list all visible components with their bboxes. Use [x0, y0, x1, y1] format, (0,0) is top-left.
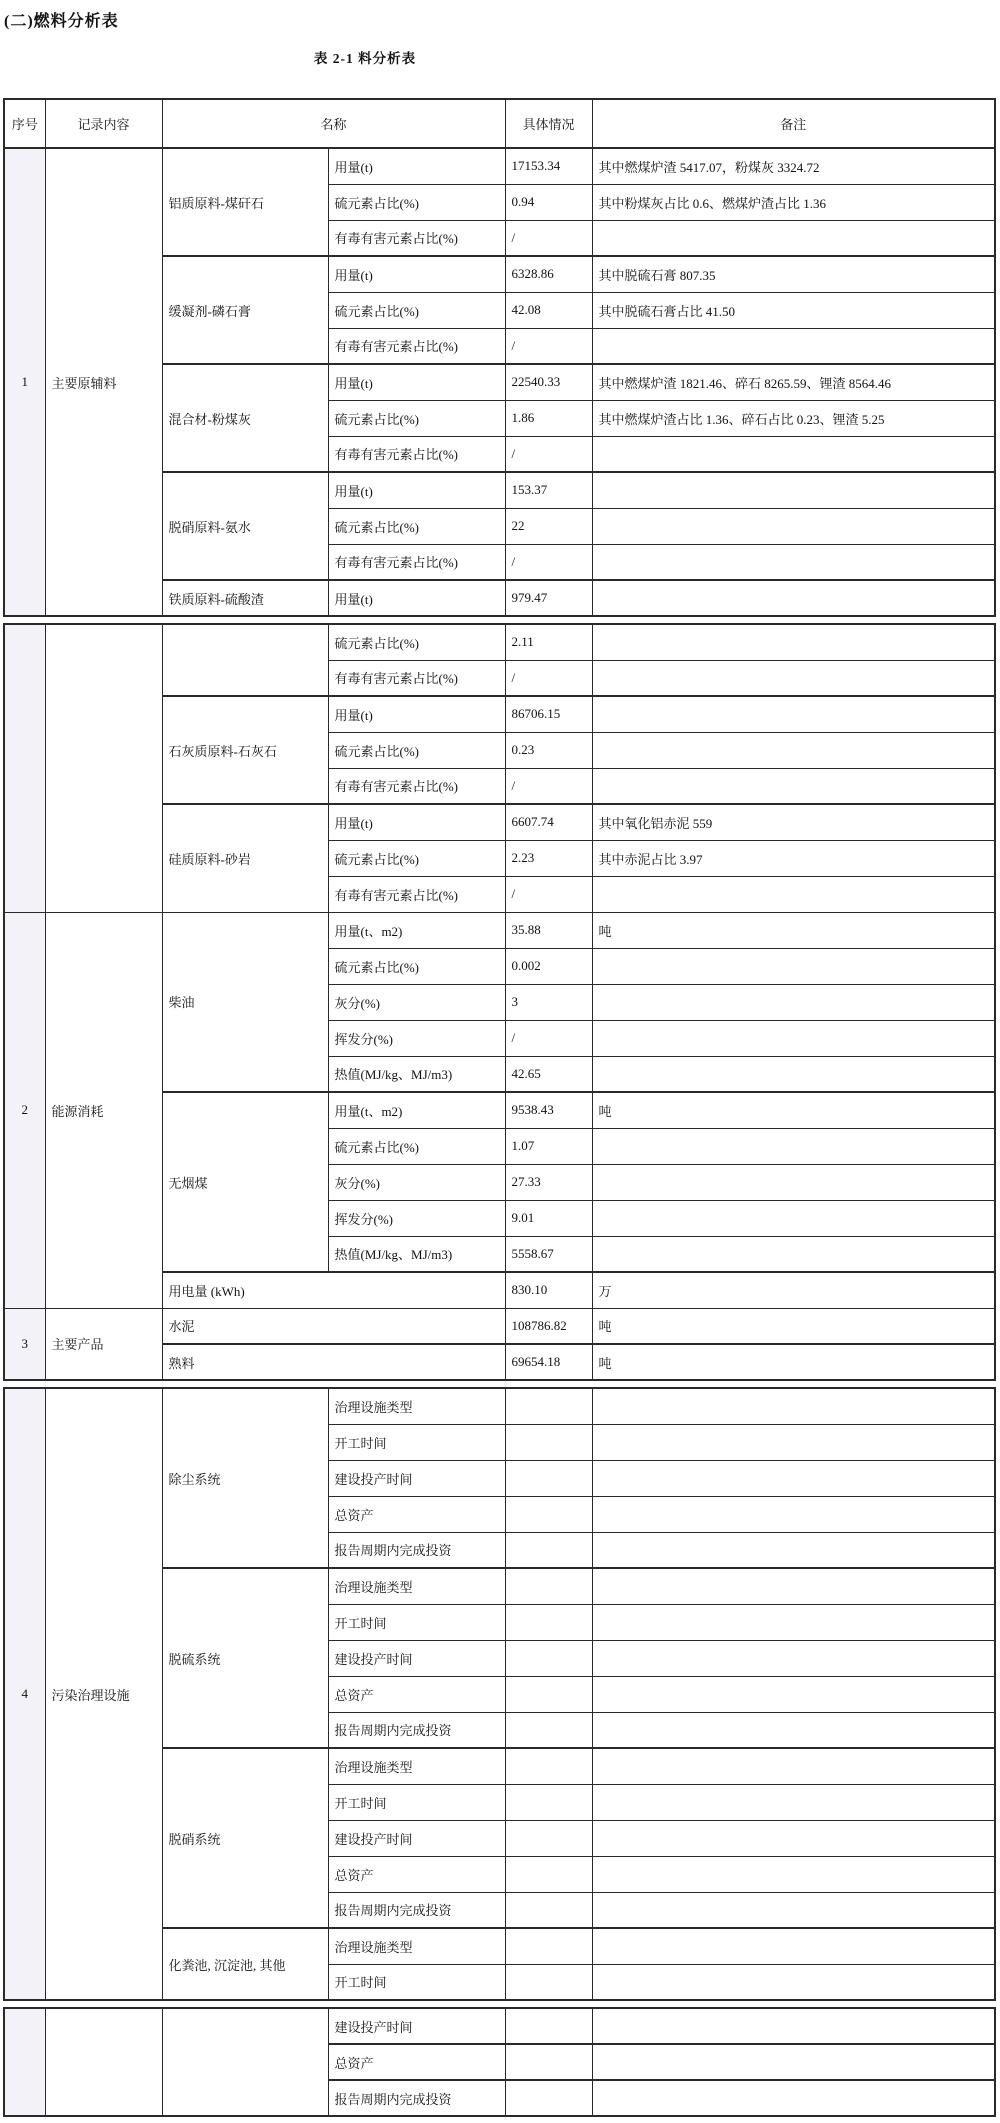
cell-remark: [592, 328, 995, 364]
cell-remark: 其中燃煤炉渣 5417.07，粉煤灰 3324.72: [592, 148, 995, 184]
cell-item-label: 有毒有害元素占比(%): [328, 544, 505, 580]
cell-detail-value: /: [505, 544, 592, 580]
cell-detail-value: [505, 1748, 592, 1784]
analysis-table-block: [3, 1387, 996, 2001]
cell-detail-value: [505, 1496, 592, 1532]
cell-category: 能源消耗: [45, 912, 162, 1308]
cell-detail-value: 6328.86: [505, 256, 592, 292]
cell-category: [45, 2008, 162, 2116]
header-name: 名称: [162, 99, 505, 148]
cell-item-label: 总资产: [328, 1496, 505, 1532]
cell-group-name: 脱硝系统: [162, 1748, 328, 1928]
cell-serial: [4, 2008, 45, 2116]
cell-detail-value: 86706.15: [505, 696, 592, 732]
cell-item-label: 报告周期内完成投资: [328, 1712, 505, 1748]
cell-remark: [592, 696, 995, 732]
cell-remark: [592, 1056, 995, 1092]
cell-item-label: 治理设施类型: [328, 1928, 505, 1964]
cell-group-name: [162, 624, 328, 696]
cell-item-label: 硫元素占比(%): [328, 840, 505, 876]
cell-detail-value: 42.08: [505, 292, 592, 328]
table-row: [4, 1308, 995, 1344]
cell-item-label: 用量(t): [328, 256, 505, 292]
table-row: [4, 624, 995, 660]
cell-remark: [592, 2080, 995, 2116]
cell-item-label: 建设投产时间: [328, 1640, 505, 1676]
cell-remark: [592, 1856, 995, 1892]
cell-remark: [592, 1128, 995, 1164]
cell-remark: 其中燃煤炉渣占比 1.36、碎石占比 0.23、锂渣 5.25: [592, 400, 995, 436]
cell-remark: 其中脱硫石膏占比 41.50: [592, 292, 995, 328]
cell-detail-value: 22540.33: [505, 364, 592, 400]
cell-detail-value: /: [505, 660, 592, 696]
cell-detail-value: [505, 1964, 592, 2000]
cell-item-label: 有毒有害元素占比(%): [328, 328, 505, 364]
cell-group-name: 化粪池, 沉淀池, 其他: [162, 1928, 328, 2000]
cell-group-name: 铁质原料-硫酸渣: [162, 580, 328, 616]
cell-detail-value: 3: [505, 984, 592, 1020]
cell-remark: [592, 1604, 995, 1640]
cell-item-label: 用量(t): [328, 696, 505, 732]
cell-group-name: 铝质原料-煤矸石: [162, 148, 328, 256]
cell-remark: [592, 1640, 995, 1676]
cell-item-label: 治理设施类型: [328, 1568, 505, 1604]
cell-item-label: 热值(MJ/kg、MJ/m3): [328, 1056, 505, 1092]
cell-detail-value: /: [505, 768, 592, 804]
cell-item-label: 治理设施类型: [328, 1748, 505, 1784]
cell-serial: 2: [4, 912, 45, 1308]
cell-name-merged: 用电量 (kWh): [162, 1272, 505, 1308]
cell-serial: 1: [4, 148, 45, 616]
cell-item-label: 报告周期内完成投资: [328, 2080, 505, 2116]
cell-item-label: 灰分(%): [328, 1164, 505, 1200]
cell-item-label: 有毒有害元素占比(%): [328, 768, 505, 804]
cell-item-label: 有毒有害元素占比(%): [328, 876, 505, 912]
cell-remark: [592, 768, 995, 804]
header-record-content: 记录内容: [45, 99, 162, 148]
section-heading: (二)燃料分析表: [4, 13, 119, 30]
cell-remark: 吨: [592, 1092, 995, 1128]
cell-item-label: 硫元素占比(%): [328, 948, 505, 984]
cell-remark: [592, 1964, 995, 2000]
cell-remark: [592, 508, 995, 544]
cell-serial: [4, 624, 45, 912]
cell-detail-value: 0.23: [505, 732, 592, 768]
cell-detail-value: [505, 1424, 592, 1460]
table-caption: 表 2-1 料分析表: [313, 51, 417, 66]
analysis-table: [3, 98, 1000, 2117]
cell-group-name: 脱硫系统: [162, 1568, 328, 1748]
cell-remark: 吨: [592, 1308, 995, 1344]
cell-detail-value: 9538.43: [505, 1092, 592, 1128]
cell-detail-value: [505, 1568, 592, 1604]
cell-detail-value: /: [505, 876, 592, 912]
cell-remark: [592, 1892, 995, 1928]
cell-item-label: 有毒有害元素占比(%): [328, 436, 505, 472]
cell-remark: [592, 948, 995, 984]
cell-item-label: 开工时间: [328, 1424, 505, 1460]
cell-detail-value: 1.86: [505, 400, 592, 436]
cell-remark: 吨: [592, 912, 995, 948]
cell-remark: 其中粉煤灰占比 0.6、燃煤炉渣占比 1.36: [592, 184, 995, 220]
cell-detail-value: 5558.67: [505, 1236, 592, 1272]
cell-remark: [592, 544, 995, 580]
cell-detail-value: 42.65: [505, 1056, 592, 1092]
cell-remark: 其中赤泥占比 3.97: [592, 840, 995, 876]
cell-remark: [592, 1928, 995, 1964]
cell-detail-value: [505, 2044, 592, 2080]
cell-group-name: 缓凝剂-磷石膏: [162, 256, 328, 364]
cell-detail-value: 2.11: [505, 624, 592, 660]
analysis-table-block: [3, 623, 996, 1381]
cell-detail-value: 979.47: [505, 580, 592, 616]
cell-detail-value: 0.94: [505, 184, 592, 220]
cell-remark: [592, 1712, 995, 1748]
cell-category: 主要产品: [45, 1308, 162, 1380]
cell-serial: 3: [4, 1308, 45, 1380]
cell-remark: [592, 732, 995, 768]
cell-detail-value: [505, 1460, 592, 1496]
cell-item-label: 有毒有害元素占比(%): [328, 660, 505, 696]
cell-item-label: 硫元素占比(%): [328, 732, 505, 768]
cell-detail-value: [505, 1928, 592, 1964]
table-row: [4, 912, 995, 948]
cell-remark: [592, 1460, 995, 1496]
cell-remark: [592, 1424, 995, 1460]
cell-item-label: 总资产: [328, 1676, 505, 1712]
cell-item-label: 硫元素占比(%): [328, 508, 505, 544]
cell-item-label: 硫元素占比(%): [328, 184, 505, 220]
cell-item-label: 报告周期内完成投资: [328, 1532, 505, 1568]
cell-remark: [592, 1236, 995, 1272]
cell-detail-value: 0.002: [505, 948, 592, 984]
cell-remark: [592, 984, 995, 1020]
cell-detail-value: [505, 1640, 592, 1676]
cell-remark: 吨: [592, 1344, 995, 1380]
cell-detail-value: 153.37: [505, 472, 592, 508]
cell-group-name: 石灰质原料-石灰石: [162, 696, 328, 804]
cell-detail-value: [505, 1892, 592, 1928]
cell-detail-value: 2.23: [505, 840, 592, 876]
cell-detail-value: [505, 2008, 592, 2044]
table-row: [4, 148, 995, 184]
cell-item-label: 报告周期内完成投资: [328, 1892, 505, 1928]
cell-remark: [592, 1568, 995, 1604]
analysis-table-block: [3, 98, 996, 617]
cell-item-label: 治理设施类型: [328, 1388, 505, 1424]
cell-detail-value: [505, 1784, 592, 1820]
cell-detail-value: /: [505, 328, 592, 364]
cell-item-label: 建设投产时间: [328, 1820, 505, 1856]
cell-remark: 其中脱硫石膏 807.35: [592, 256, 995, 292]
table-header-row: [4, 99, 995, 148]
cell-item-label: 挥发分(%): [328, 1200, 505, 1236]
cell-item-label: 灰分(%): [328, 984, 505, 1020]
cell-item-label: 硫元素占比(%): [328, 1128, 505, 1164]
cell-item-label: 用量(t、m2): [328, 1092, 505, 1128]
cell-category: 主要原辅料: [45, 148, 162, 616]
cell-item-label: 开工时间: [328, 1964, 505, 2000]
cell-group-name: 除尘系统: [162, 1388, 328, 1568]
cell-remark: [592, 1676, 995, 1712]
cell-remark: 其中氧化铝赤泥 559: [592, 804, 995, 840]
cell-group-name: 脱硝原料-氨水: [162, 472, 328, 580]
cell-category: 污染治理设施: [45, 1388, 162, 2000]
cell-detail-value: 830.10: [505, 1272, 592, 1308]
cell-remark: [592, 2008, 995, 2044]
cell-detail-value: [505, 1604, 592, 1640]
cell-remark: [592, 472, 995, 508]
cell-detail-value: 69654.18: [505, 1344, 592, 1380]
cell-item-label: 有毒有害元素占比(%): [328, 220, 505, 256]
cell-item-label: 总资产: [328, 1856, 505, 1892]
cell-remark: [592, 1784, 995, 1820]
cell-detail-value: 9.01: [505, 1200, 592, 1236]
header-serial: 序号: [4, 99, 45, 148]
cell-item-label: 挥发分(%): [328, 1020, 505, 1056]
cell-detail-value: [505, 1712, 592, 1748]
cell-category: [45, 624, 162, 912]
table-row: [4, 1388, 995, 1424]
cell-detail-value: /: [505, 220, 592, 256]
cell-detail-value: /: [505, 436, 592, 472]
cell-name-merged: 熟料: [162, 1344, 505, 1380]
cell-remark: [592, 660, 995, 696]
cell-detail-value: [505, 2080, 592, 2116]
cell-remark: 万: [592, 1272, 995, 1308]
cell-detail-value: [505, 1676, 592, 1712]
cell-detail-value: 1.07: [505, 1128, 592, 1164]
cell-item-label: 开工时间: [328, 1784, 505, 1820]
cell-item-label: 总资产: [328, 2044, 505, 2080]
cell-detail-value: 22: [505, 508, 592, 544]
table-row: [4, 2008, 995, 2044]
analysis-table-block: [3, 2007, 996, 2117]
cell-detail-value: 35.88: [505, 912, 592, 948]
cell-remark: [592, 436, 995, 472]
cell-remark: [592, 1496, 995, 1532]
cell-item-label: 硫元素占比(%): [328, 400, 505, 436]
cell-serial: 4: [4, 1388, 45, 2000]
cell-detail-value: 17153.34: [505, 148, 592, 184]
cell-group-name: 硅质原料-砂岩: [162, 804, 328, 912]
cell-remark: [592, 580, 995, 616]
cell-item-label: 用量(t): [328, 804, 505, 840]
cell-remark: [592, 1388, 995, 1424]
cell-item-label: 用量(t): [328, 472, 505, 508]
cell-remark: [592, 2044, 995, 2080]
cell-detail-value: [505, 1820, 592, 1856]
table-caption-row: [0, 47, 730, 68]
cell-remark: [592, 1820, 995, 1856]
cell-group-name: 混合材-粉煤灰: [162, 364, 328, 472]
cell-detail-value: [505, 1856, 592, 1892]
cell-group-name: 柴油: [162, 912, 328, 1092]
cell-remark: [592, 1748, 995, 1784]
cell-group-name: 无烟煤: [162, 1092, 328, 1272]
cell-item-label: 开工时间: [328, 1604, 505, 1640]
cell-detail-value: 108786.82: [505, 1308, 592, 1344]
cell-detail-value: 6607.74: [505, 804, 592, 840]
cell-item-label: 用量(t): [328, 580, 505, 616]
cell-item-label: 硫元素占比(%): [328, 292, 505, 328]
cell-remark: [592, 1020, 995, 1056]
cell-remark: [592, 1200, 995, 1236]
cell-item-label: 建设投产时间: [328, 1460, 505, 1496]
cell-remark: [592, 1532, 995, 1568]
cell-remark: [592, 624, 995, 660]
cell-item-label: 用量(t、m2): [328, 912, 505, 948]
cell-group-name: [162, 2008, 328, 2116]
header-detail: 具体情况: [505, 99, 592, 148]
cell-item-label: 热值(MJ/kg、MJ/m3): [328, 1236, 505, 1272]
cell-item-label: 硫元素占比(%): [328, 624, 505, 660]
cell-remark: [592, 1164, 995, 1200]
cell-detail-value: [505, 1532, 592, 1568]
header-remark: 备注: [592, 99, 995, 148]
cell-item-label: 用量(t): [328, 364, 505, 400]
cell-detail-value: 27.33: [505, 1164, 592, 1200]
cell-detail-value: [505, 1388, 592, 1424]
cell-item-label: 建设投产时间: [328, 2008, 505, 2044]
cell-remark: 其中燃煤炉渣 1821.46、碎石 8265.59、锂渣 8564.46: [592, 364, 995, 400]
cell-detail-value: /: [505, 1020, 592, 1056]
cell-item-label: 用量(t): [328, 148, 505, 184]
cell-remark: [592, 220, 995, 256]
cell-name-merged: 水泥: [162, 1308, 505, 1344]
cell-remark: [592, 876, 995, 912]
